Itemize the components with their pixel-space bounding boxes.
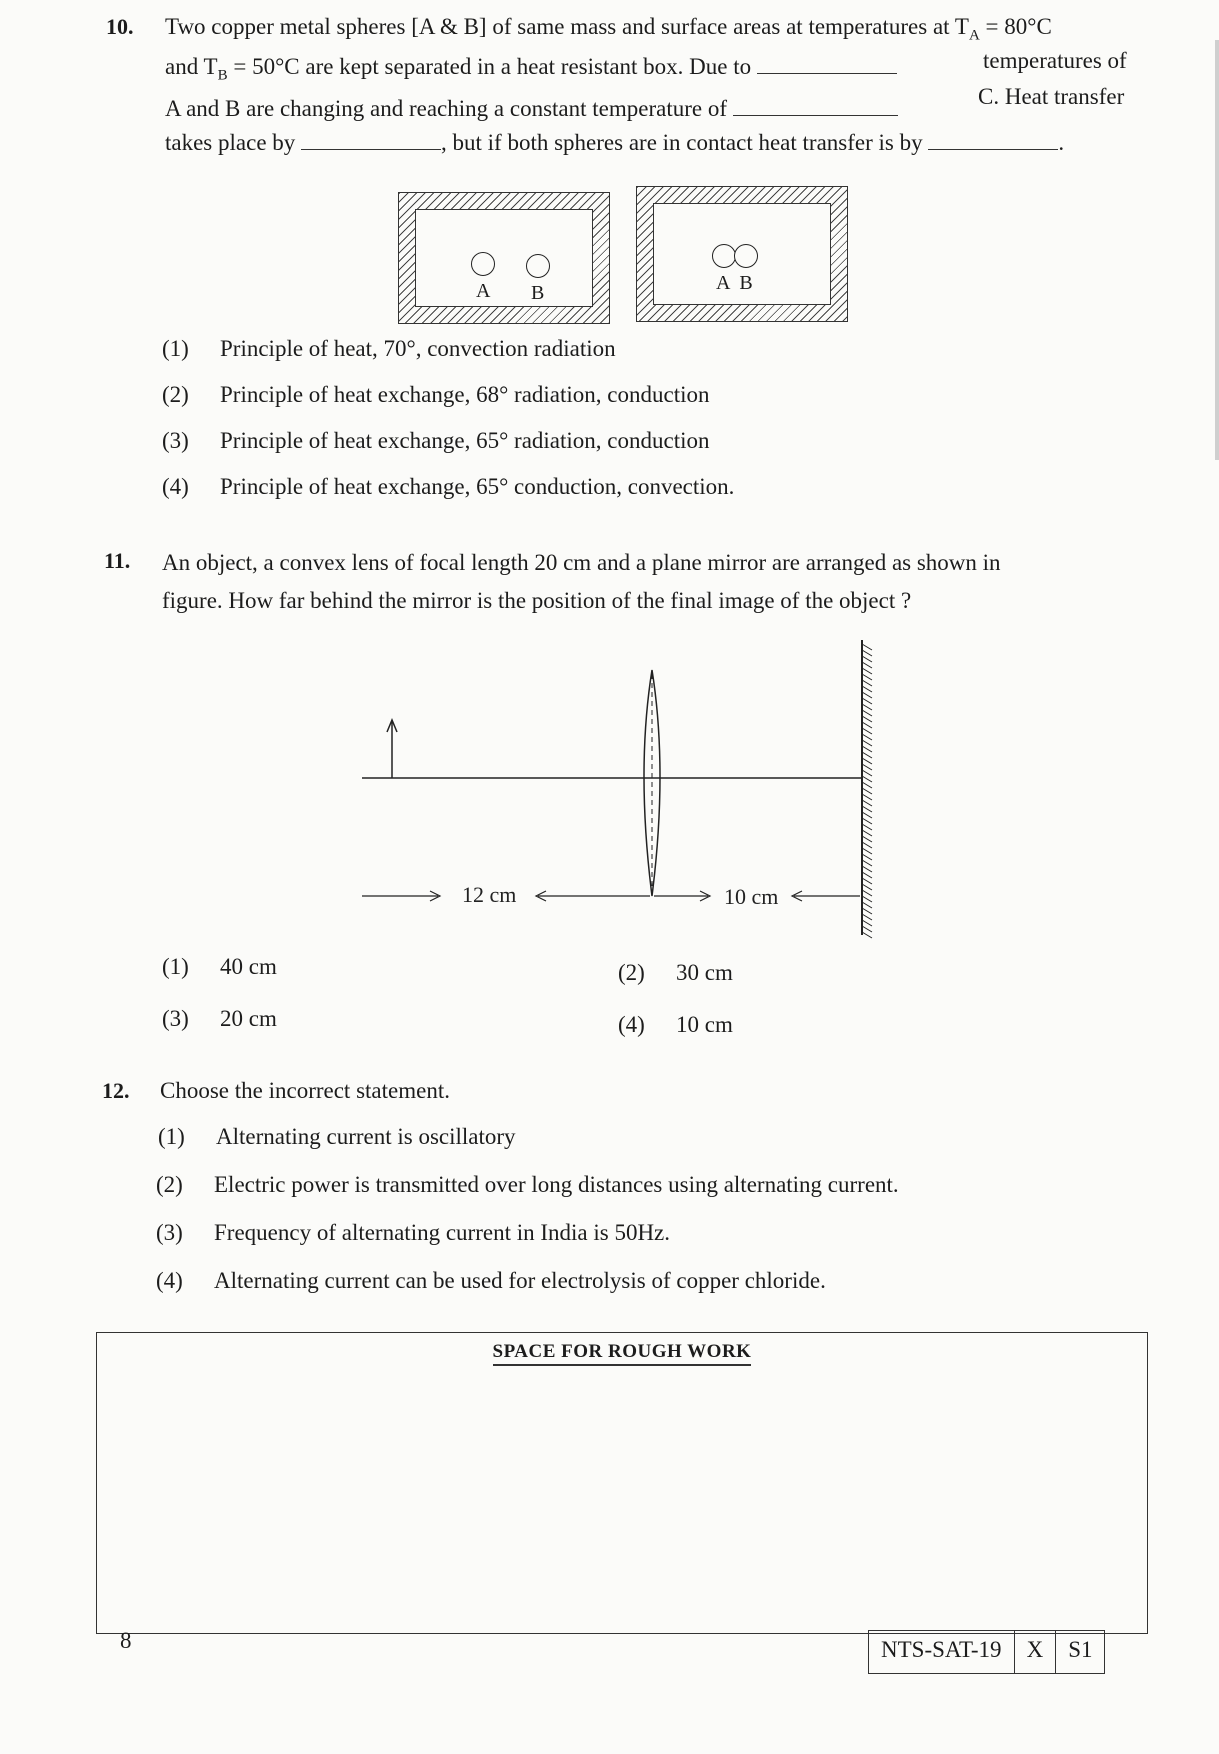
q12-stem: Choose the incorrect statement. xyxy=(160,1078,450,1103)
convex-lens xyxy=(644,670,660,896)
q10-blank-2 xyxy=(733,97,898,116)
q10-line3-end: C. Heat transfer xyxy=(978,84,1125,109)
plane-mirror xyxy=(862,640,872,938)
paper-code-set: S1 xyxy=(1068,1637,1093,1662)
sphere-b xyxy=(526,254,550,278)
q12-option-4[interactable]: (4) Alternating current can be used for electrolysis of copper chloride. xyxy=(156,1268,826,1293)
q12-option-2[interactable]: (2) Electric power is transmitted over long distances using alternating current. xyxy=(156,1172,899,1197)
sphere-b-contact xyxy=(734,244,758,268)
heat-resistant-box-contact xyxy=(636,186,848,322)
q10-line2: and $T_B = 50^\circ C$ are kept separated in a heat resistant box. Due to xyxy=(165,54,897,85)
dim-12cm-label: 12 cm xyxy=(462,882,517,907)
q10-line3: A and B are changing and reaching a constant temperature of xyxy=(165,96,898,122)
q12-option-1[interactable]: (1) Alternating current is oscillatory xyxy=(158,1124,516,1149)
dim-10cm-label: 10 cm xyxy=(724,884,779,909)
q10-option-2[interactable]: (2) Principle of heat exchange, 68° radiation, conduction xyxy=(162,382,710,407)
paper-code xyxy=(868,1630,1105,1674)
q10-line4: takes place by , but if both spheres are in contact heat transfer is by . xyxy=(165,130,1065,155)
q10-option-1[interactable]: (1) Principle of heat, 70°, convection radiation xyxy=(162,336,616,361)
q11-number: 11. xyxy=(104,548,131,573)
q12-option-3[interactable]: (3) Frequency of alternating current in India is 50Hz. xyxy=(156,1220,671,1245)
q11-option-1[interactable]: (1) 40 cm xyxy=(162,954,277,979)
sphere-a xyxy=(471,252,495,276)
q11-option-2[interactable]: (2) 30 cm xyxy=(618,960,733,985)
q10-blank-3 xyxy=(301,131,441,150)
sphere-a-contact xyxy=(712,244,736,268)
q10-line1: Two copper metal spheres [A & B] of same mass and surface areas at temperatures at $T_A = 80^\circ C$ xyxy=(165,14,1052,44)
paper-code-series: NTS-SAT-19 xyxy=(869,1631,1015,1673)
q11-line1: An object, a convex lens of focal length 20 cm and a plane mirror are arranged as shown in xyxy=(162,550,1001,575)
q10-blank-1 xyxy=(757,55,897,74)
paper-code-class: X xyxy=(1015,1631,1057,1673)
box-interior xyxy=(415,209,593,307)
q12-number: 12. xyxy=(102,1078,130,1103)
page-edge-shadow xyxy=(1215,40,1219,460)
sphere-a-label: A xyxy=(476,280,491,302)
spheres-ab-label: A B xyxy=(716,272,753,294)
q10-option-3[interactable]: (3) Principle of heat exchange, 65° radiation, conduction xyxy=(162,428,710,453)
q11-option-3[interactable]: (3) 20 cm xyxy=(162,1006,277,1031)
lens-mirror-diagram xyxy=(350,630,910,950)
rough-work-title: SPACE FOR ROUGH WORK xyxy=(97,1341,1147,1363)
q10-line2-end: temperatures of xyxy=(983,48,1127,73)
box-interior xyxy=(653,203,831,305)
heat-resistant-box-separated xyxy=(398,192,610,324)
rough-work-box xyxy=(96,1332,1148,1634)
q11-line2: figure. How far behind the mirror is the position of the final image of the object ? xyxy=(162,588,912,613)
sphere-b-label: B xyxy=(531,282,545,304)
object-arrow xyxy=(387,720,397,778)
q10-number: 10. xyxy=(106,14,134,39)
q11-option-4[interactable]: (4) 10 cm xyxy=(618,1012,733,1037)
q10-option-4[interactable]: (4) Principle of heat exchange, 65° conduction, convection. xyxy=(162,474,735,499)
q10-blank-4 xyxy=(928,131,1058,150)
page-number: 8 xyxy=(120,1628,132,1653)
